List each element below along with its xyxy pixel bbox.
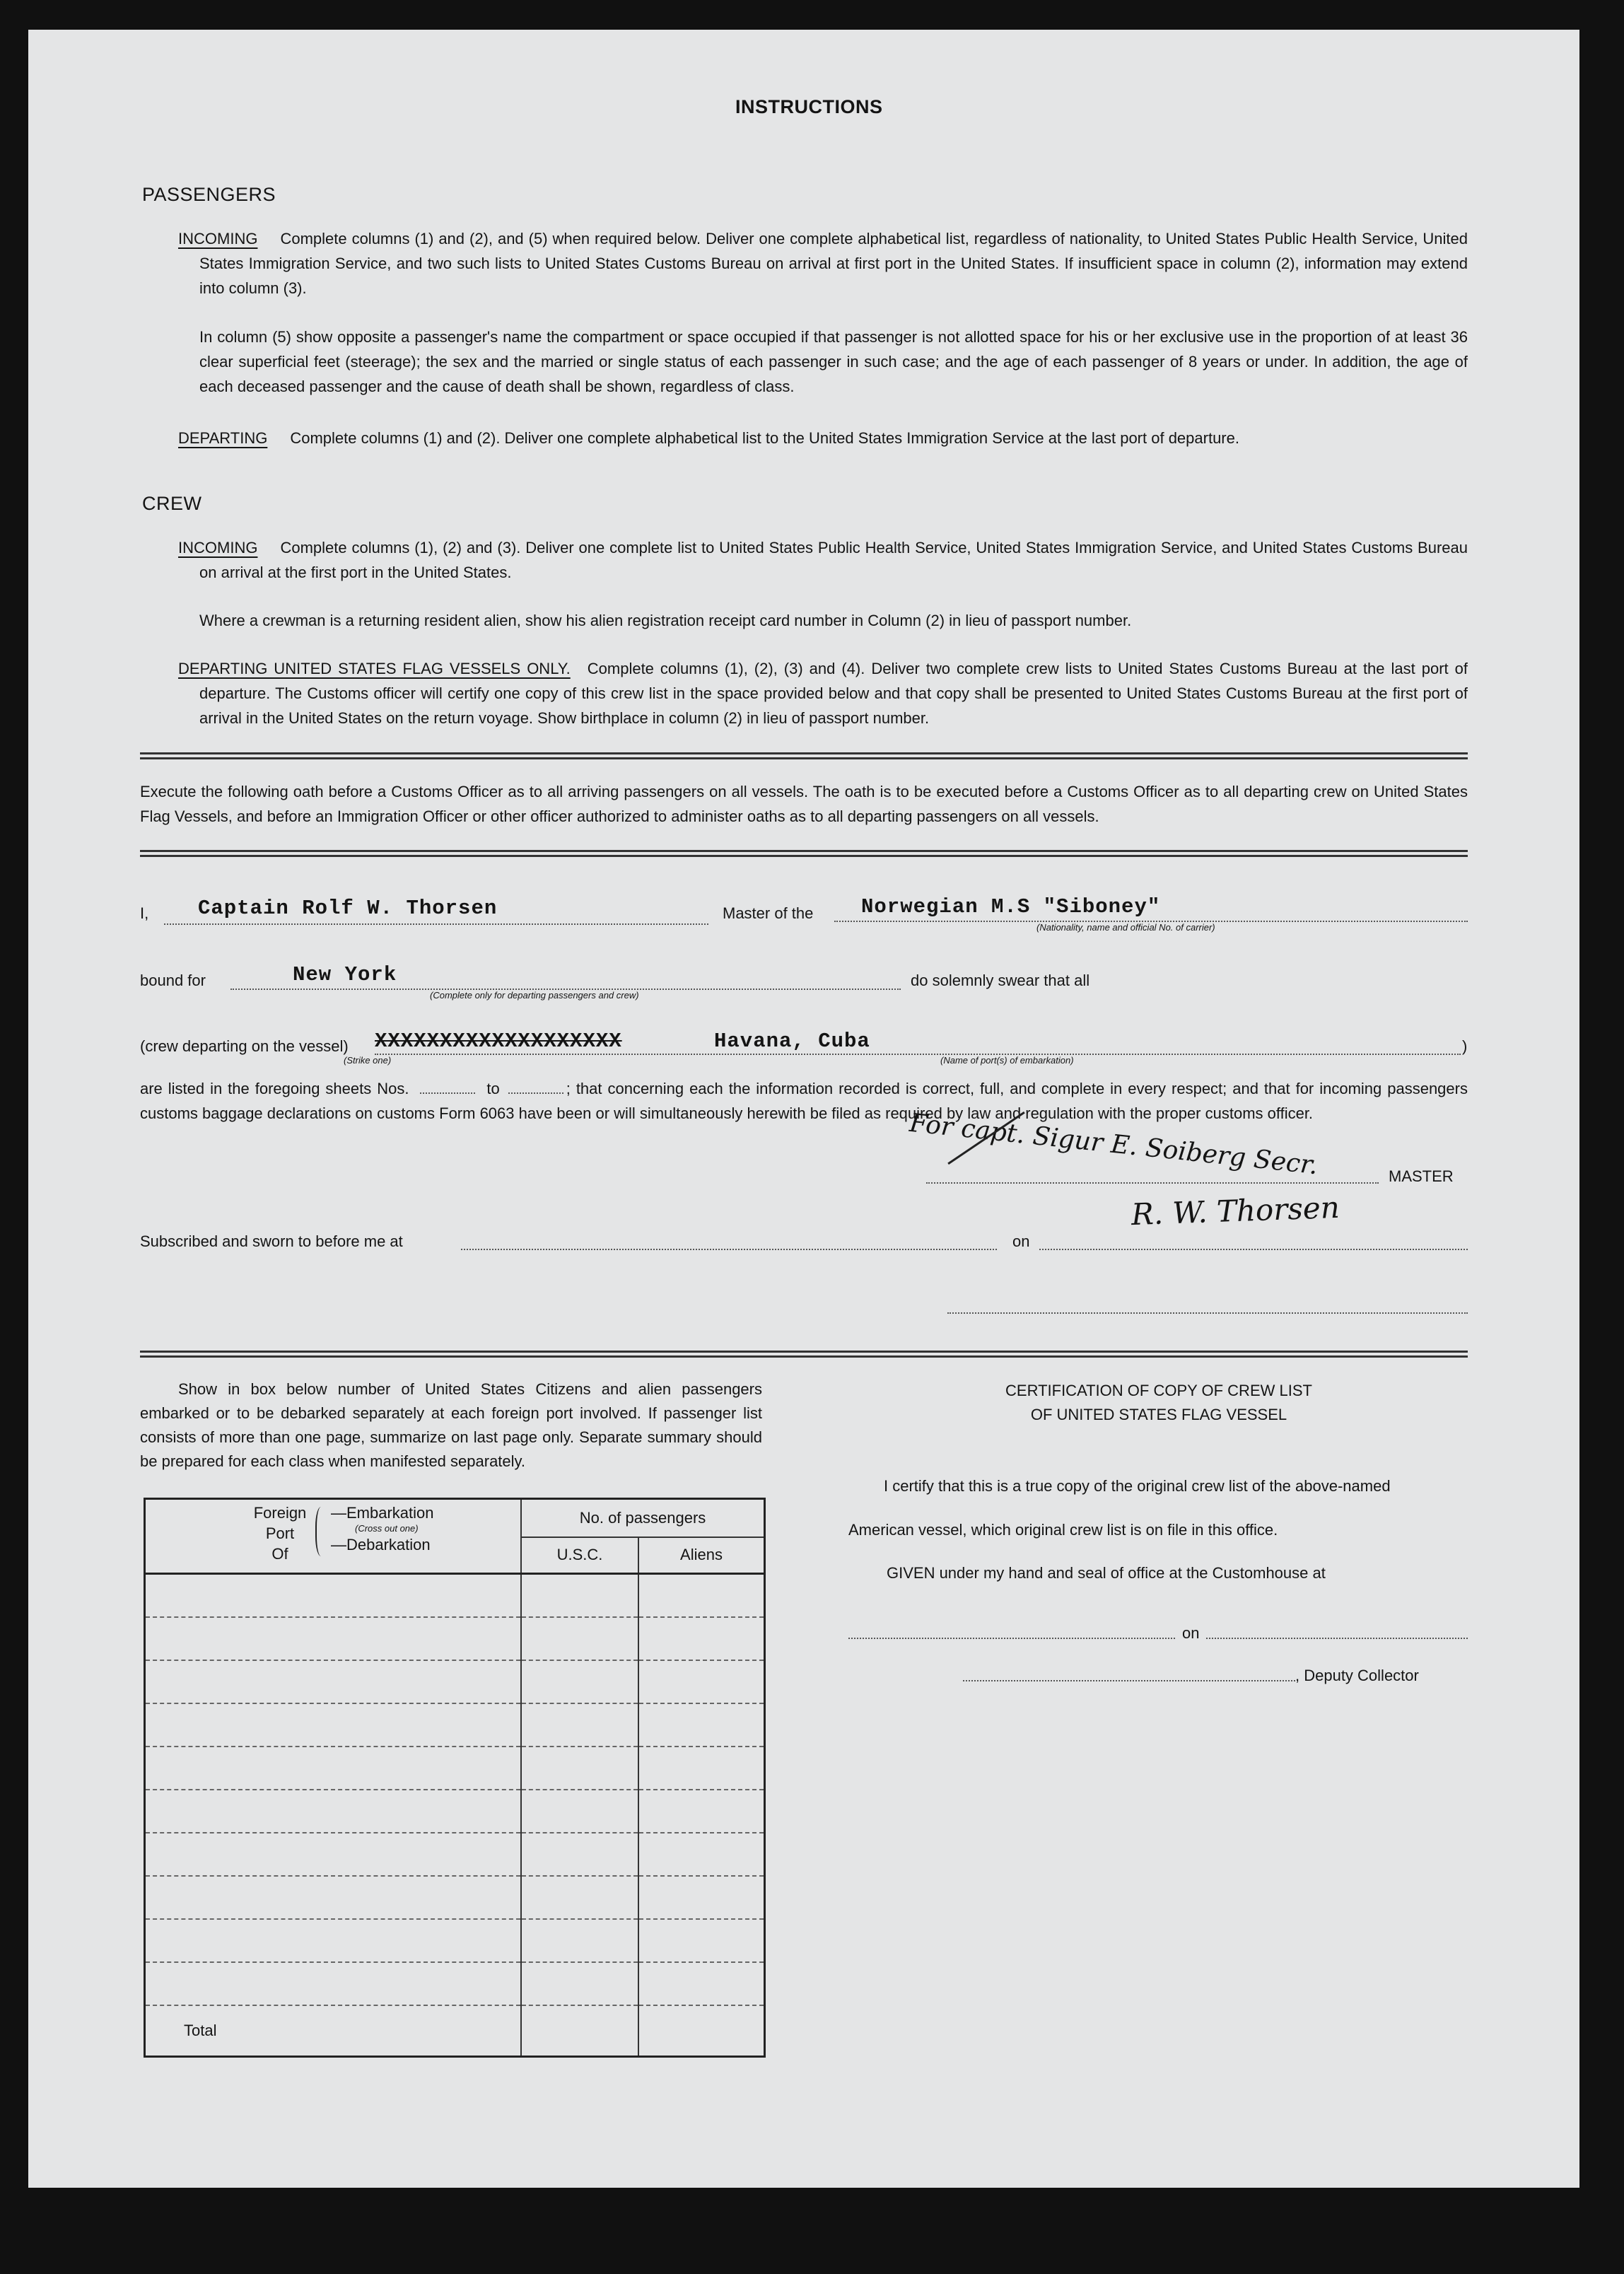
listed-paragraph xyxy=(140,1076,1468,1126)
table-row xyxy=(145,1574,765,1618)
strike-note: (Strike one) xyxy=(344,1055,392,1066)
aliens-header: Aliens xyxy=(638,1537,765,1574)
vessel-note: (Nationality, name and official No. of carrier) xyxy=(1036,922,1215,933)
vessel-name[interactable]: Norwegian M.S "Siboney" xyxy=(861,895,1161,919)
certification-title-line2: OF UNITED STATES FLAG VESSEL xyxy=(1030,1406,1287,1423)
passengers-incoming-text: Complete columns (1) and (2), and (5) when required below. Deliver one complete alphabetical list, regardless of nationality, to United States Public Health Service, United States Immigration Service, and two such lists to United States Customs Bureau on arrival at first port in the United States. If insufficient space in column (2), information may extend into column (3). xyxy=(199,230,1468,297)
destination[interactable]: New York xyxy=(293,963,397,986)
crew-departing-text: Complete columns (1), (2), (3) and (4). Deliver two complete crew lists to United States Customs Bureau at the last port of departure. The Customs officer will certify one copy of this crew list in the space provided below and that copy shall be presented to United States Customs Bureau at the first port of arrival in the United States on the return voyage. Show birthplace in column (2) in lieu of passport number. xyxy=(199,660,1468,727)
usc-header: U.S.C. xyxy=(521,1537,638,1574)
passenger-summary-table xyxy=(144,1498,766,2058)
crew-incoming-paragraph xyxy=(178,535,1468,585)
aliens-cell[interactable] xyxy=(638,1703,765,1747)
port-cell[interactable] xyxy=(145,1703,522,1747)
aliens-cell[interactable] xyxy=(638,1617,765,1660)
swear-label: do solemnly swear that all xyxy=(911,972,1090,989)
usc-cell[interactable] xyxy=(521,1747,638,1790)
port-cell[interactable] xyxy=(145,1962,522,2005)
crew-resident-text: Where a crewman is a returning resident alien, show his alien registration receipt card number in Column (2) in lieu of passport number. xyxy=(199,612,1132,629)
table-row xyxy=(145,1660,765,1703)
passengers-incoming-paragraph xyxy=(178,226,1468,301)
port-label: Port xyxy=(265,1524,295,1542)
total-usc-cell[interactable] xyxy=(521,2005,638,2057)
crew-departing-label: DEPARTING UNITED STATES FLAG VESSELS ONLY. xyxy=(178,660,571,677)
listed-text-b: ; that concerning each the information recorded is correct, full, and complete in every respect; and that for incoming passengers customs baggage declarations on customs Form 6063 have been or will simultaneously herewith be filed as required by law and regulation with the proper customs officer. xyxy=(140,1080,1468,1122)
master-label: MASTER xyxy=(1389,1167,1454,1185)
signature-for-capt: For capt. Sigur E. Soiberg Secr. xyxy=(908,1108,1319,1181)
aliens-cell[interactable] xyxy=(638,1660,765,1703)
of-label: Of xyxy=(271,1545,288,1563)
subscribed-on-label: on xyxy=(1012,1232,1030,1250)
passengers-departing-label: DEPARTING xyxy=(178,429,268,447)
cross-out-note: (Cross out one) xyxy=(355,1523,419,1534)
usc-cell[interactable] xyxy=(521,1790,638,1833)
sheet-to-field[interactable] xyxy=(508,1083,563,1094)
embarkation-port[interactable]: Havana, Cuba xyxy=(714,1030,870,1053)
certification-title xyxy=(850,1379,1468,1427)
usc-cell[interactable] xyxy=(521,1660,638,1703)
destination-note: (Complete only for departing passengers and crew) xyxy=(430,990,639,1001)
certification-title-line1: CERTIFICATION OF COPY OF CREW LIST xyxy=(1005,1382,1312,1399)
no-passengers-header: No. of passengers xyxy=(521,1499,765,1537)
page-title: INSTRUCTIONS xyxy=(735,96,883,117)
signature-line xyxy=(926,1182,1379,1184)
crew-departing-label-oath: (crew departing on the vessel) xyxy=(140,1037,349,1055)
subscribed-label: Subscribed and sworn to before me at xyxy=(140,1232,403,1250)
embarkation-label[interactable]: —Embarkation xyxy=(331,1504,434,1522)
certification-text-1: I certify that this is a true copy of the original crew list of the above-named xyxy=(884,1477,1391,1495)
table-row xyxy=(145,1962,765,2005)
subscribed-date-line[interactable] xyxy=(1039,1249,1468,1250)
table-row xyxy=(145,1876,765,1919)
usc-cell[interactable] xyxy=(521,1876,638,1919)
signature-master: R. W. Thorsen xyxy=(1131,1189,1340,1232)
certification-on-label: on xyxy=(1182,1624,1200,1642)
passengers-departing-paragraph xyxy=(178,426,1468,450)
deputy-signature-line[interactable] xyxy=(963,1680,1295,1681)
total-row xyxy=(145,2005,765,2057)
debarkation-label[interactable]: —Debarkation xyxy=(331,1536,431,1553)
passengers-column5-text: In column (5) show opposite a passenger's name the compartment or space occupied if that passenger is not allotted space for his or her exclusive use in the proportion of at least 36 clear superficial feet (steerage); the sex and the married or single status of each passenger in such case; and the age of each passenger of 8 years or under. In addition, the age of each deceased passenger and the cause of death shall be shown, regardless of class. xyxy=(199,328,1468,395)
crew-incoming-label: INCOMING xyxy=(178,539,258,556)
close-paren: ) xyxy=(1462,1037,1468,1055)
table-row xyxy=(145,1703,765,1747)
port-cell[interactable] xyxy=(145,1574,522,1618)
aliens-cell[interactable] xyxy=(638,1876,765,1919)
sheet-from-field[interactable] xyxy=(420,1083,475,1094)
crew-departing-paragraph xyxy=(178,656,1468,730)
aliens-cell[interactable] xyxy=(638,1919,765,1962)
customhouse-line[interactable] xyxy=(848,1638,1175,1639)
struck-option: XXXXXXXXXXXXXXXXXXX xyxy=(375,1030,622,1053)
port-cell[interactable] xyxy=(145,1919,522,1962)
usc-cell[interactable] xyxy=(521,1617,638,1660)
port-note: (Name of port(s) of embarkation) xyxy=(940,1055,1074,1066)
usc-cell[interactable] xyxy=(521,1574,638,1618)
table-row xyxy=(145,1747,765,1790)
total-aliens-cell[interactable] xyxy=(638,2005,765,2057)
aliens-cell[interactable] xyxy=(638,1833,765,1876)
certification-given: GIVEN under my hand and seal of office at the Customhouse at xyxy=(887,1564,1326,1582)
usc-cell[interactable] xyxy=(521,1919,638,1962)
divider-2 xyxy=(140,850,1468,857)
total-label: Total xyxy=(145,2005,522,2057)
certification-text-2: American vessel, which original crew list is on file in this office. xyxy=(848,1521,1278,1539)
summary-instruction: Show in box below number of United States Citizens and alien passengers embarked or to be debarked separately at each foreign port involved. If passenger list consists of more than one page, summarize on last page only. Separate summary should be prepared for each class when manifested separately. xyxy=(140,1380,762,1470)
officer-signature-line[interactable] xyxy=(947,1312,1468,1314)
aliens-cell[interactable] xyxy=(638,1747,765,1790)
table-row xyxy=(145,1617,765,1660)
divider-1 xyxy=(140,752,1468,759)
deputy-collector-label: , Deputy Collector xyxy=(1295,1667,1419,1684)
foreign-label: Foreign xyxy=(253,1504,307,1522)
bound-for-label: bound for xyxy=(140,972,206,989)
table-row xyxy=(145,1919,765,1962)
aliens-cell[interactable] xyxy=(638,1790,765,1833)
crew-heading: CREW xyxy=(142,493,202,514)
passengers-heading: PASSENGERS xyxy=(142,184,276,205)
divider-3 xyxy=(140,1351,1468,1358)
port-cell[interactable] xyxy=(145,1833,522,1876)
port-line xyxy=(375,1054,1461,1055)
foreign-port-of xyxy=(238,1503,322,1564)
usc-cell[interactable] xyxy=(521,1833,638,1876)
usc-cell[interactable] xyxy=(521,1703,638,1747)
table-row xyxy=(145,1833,765,1876)
port-cell[interactable] xyxy=(145,1747,522,1790)
port-cell[interactable] xyxy=(145,1790,522,1833)
certification-date-line[interactable] xyxy=(1206,1638,1468,1639)
embark-debark-options xyxy=(331,1503,434,1555)
crew-incoming-text: Complete columns (1), (2) and (3). Deliver one complete list to United States Public Health Service, United States Immigration Service, and United States Customs Bureau on arrival at the first port in the United States. xyxy=(199,539,1468,581)
aliens-cell[interactable] xyxy=(638,1574,765,1618)
aliens-cell[interactable] xyxy=(638,1962,765,2005)
table-row xyxy=(145,1790,765,1833)
listed-to: to xyxy=(486,1080,500,1097)
brace xyxy=(315,1507,329,1556)
master-name-line xyxy=(164,923,708,925)
oath-i-label: I, xyxy=(140,904,149,922)
port-header-cell xyxy=(145,1499,522,1574)
port-cell[interactable] xyxy=(145,1876,522,1919)
listed-text-a: are listed in the foregoing sheets Nos. xyxy=(140,1080,409,1097)
usc-cell[interactable] xyxy=(521,1962,638,2005)
oath-instruction: Execute the following oath before a Customs Officer as to all arriving passengers on all vessels. The oath is to be executed before a Customs Officer as to all departing crew on United States Flag Vessels, and before an Immigration Officer or other officer authorized to administer oaths as to all departing passengers on all vessels. xyxy=(140,783,1468,825)
passengers-incoming-label: INCOMING xyxy=(178,230,258,247)
master-of-label: Master of the xyxy=(723,904,814,922)
port-cell[interactable] xyxy=(145,1617,522,1660)
port-cell[interactable] xyxy=(145,1660,522,1703)
subscribed-place-line[interactable] xyxy=(461,1249,997,1250)
passengers-departing-text: Complete columns (1) and (2). Deliver one complete alphabetical list to the United States Immigration Service at the last port of departure. xyxy=(290,429,1239,447)
master-name[interactable]: Captain Rolf W. Thorsen xyxy=(198,897,498,920)
